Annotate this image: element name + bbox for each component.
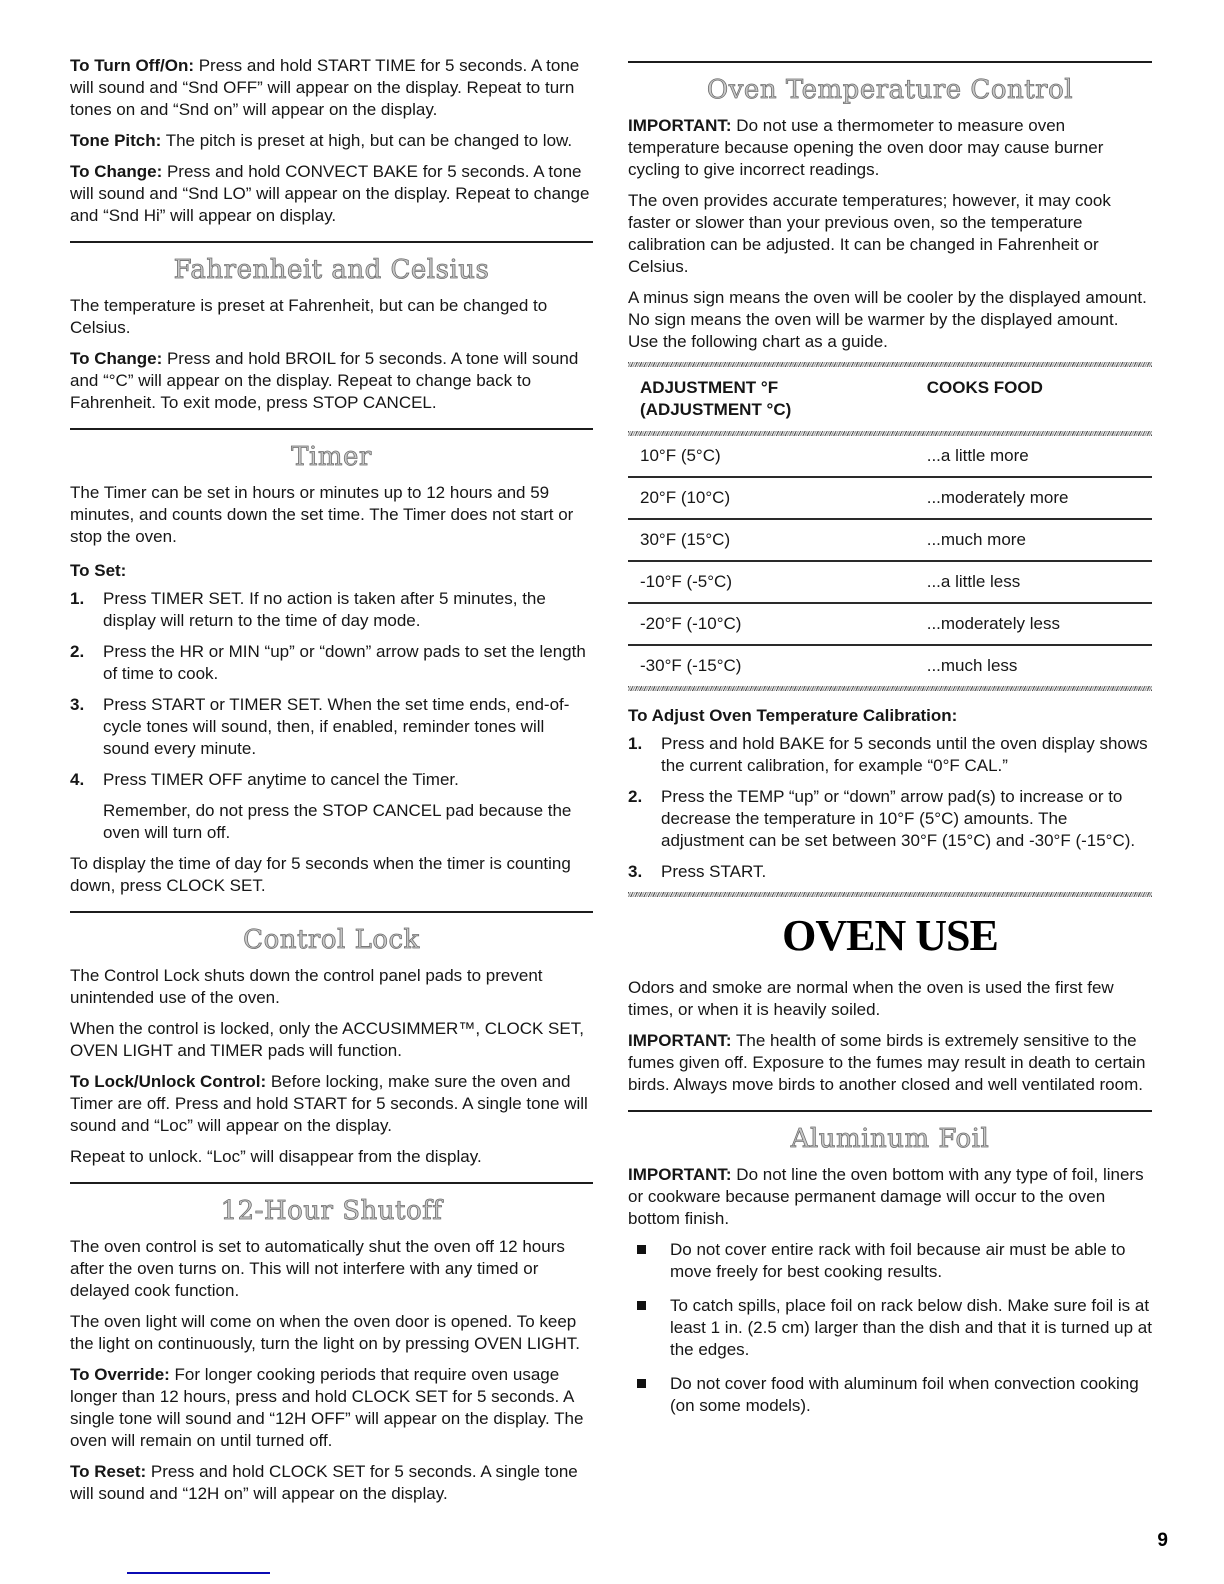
paragraph-text: Press and hold START TIME for 5 seconds. A tone will sound and “Snd OFF” will appear on the display. Repeat to turn tones on and “Snd on” will appear on the display. <box>70 56 580 119</box>
paragraph-shutoff-reset <box>70 1461 593 1505</box>
step-text: Press TIMER OFF anytime to cancel the Timer. <box>103 770 459 789</box>
paragraph-oven-use-important <box>628 1030 1152 1096</box>
paragraph-control-lock-3 <box>70 1071 593 1137</box>
paragraph-lead: To Turn Off/On: <box>70 56 194 75</box>
timer-step-1 <box>70 588 593 632</box>
table-row <box>628 478 1152 518</box>
section-heading-12-hour-shutoff: 12-Hour Shutoff <box>220 1196 443 1226</box>
paragraph-oven-use-odors: Odors and smoke are normal when the oven is used the first few times, or when it is heavily soiled. <box>628 978 1114 1019</box>
cell-cooks-food: ...much more <box>926 530 1026 549</box>
paragraph-shutoff-1: The oven control is set to automatically shut the oven off 12 hours after the oven turns on. This will not interfere with any timed or delayed cook function. <box>70 1237 565 1300</box>
label-adjust-calibration: To Adjust Oven Temperature Calibration: <box>628 706 958 725</box>
footer-blue-line <box>127 1572 270 1574</box>
paragraph-control-lock-2: When the control is locked, only the ACCUSIMMER™, CLOCK SET, OVEN LIGHT and TIMER pads will function. <box>70 1019 584 1060</box>
table-header-line: ADJUSTMENT °F <box>640 378 779 397</box>
paragraph-lead: To Change: <box>70 349 163 368</box>
paragraph-tone-turn-off-on <box>70 55 593 121</box>
paragraph-otc-accurate: The oven provides accurate temperatures; however, it may cook faster or slower than your previous oven, so the temperature calibration can be adjusted. It can be changed in Fahrenheit or Celsius. <box>628 191 1111 276</box>
cell-adjustment: 10°F (5°C) <box>640 446 721 465</box>
paragraph-timer-intro: The Timer can be set in hours or minutes up to 12 hours and 59 minutes, and counts down the set time. The Timer does not start or stop the oven. <box>70 483 574 546</box>
step-number: 1. <box>628 734 643 753</box>
paragraph-text: Do not line the oven bottom with any type of foil, liners or cookware because permanent damage will occur to the oven bottom finish. <box>628 1165 1144 1228</box>
calibration-step-2 <box>628 786 1152 852</box>
paragraph-lead: IMPORTANT: <box>628 1031 732 1050</box>
right-column <box>628 55 1152 1429</box>
section-divider <box>628 1110 1152 1112</box>
square-bullet-icon <box>637 1301 646 1310</box>
paragraph-lead: Tone Pitch: <box>70 131 162 150</box>
cell-cooks-food: ...a little less <box>926 572 1021 591</box>
timer-step-4 <box>70 769 593 791</box>
label-to-set: To Set: <box>70 561 127 580</box>
paragraph-otc-minus-sign: A minus sign means the oven will be cooler by the displayed amount. No sign means the oven will be warmer by the displayed amount. Use the following chart as a guide. <box>628 288 1147 351</box>
bullet-text: Do not cover entire rack with foil because air must be able to move freely for best cooking results. <box>670 1240 1126 1281</box>
cell-adjustment: -10°F (-5°C) <box>640 572 732 591</box>
square-bullet-icon <box>637 1379 646 1388</box>
paragraph-lead: To Reset: <box>70 1462 147 1481</box>
table-row <box>628 436 1152 476</box>
section-divider <box>628 61 1152 63</box>
timer-step-4-note: Remember, do not press the STOP CANCEL pad because the oven will turn off. <box>103 801 572 842</box>
left-column <box>70 55 593 1514</box>
cell-adjustment: 30°F (15°C) <box>640 530 731 549</box>
paragraph-timer-outro: To display the time of day for 5 seconds when the timer is counting down, press CLOCK SET. <box>70 854 571 895</box>
foil-bullet-1 <box>628 1239 1152 1283</box>
paragraph-text: Press and hold BROIL for 5 seconds. A tone will sound and “°C” will appear on the display. Repeat to change back to Fahrenheit. To exit mode, press STOP CANCEL. <box>70 349 579 412</box>
section-divider <box>70 1182 593 1184</box>
paragraph-shutoff-2: The oven light will come on when the oven door is opened. To keep the light on continuously, turn the light on by pressing OVEN LIGHT. <box>70 1312 580 1353</box>
step-text: Press START. <box>661 862 767 881</box>
foil-bullet-2 <box>628 1295 1152 1361</box>
calibration-step-3 <box>628 861 1152 883</box>
timer-step-2 <box>70 641 593 685</box>
paragraph-lead: IMPORTANT: <box>628 1165 732 1184</box>
table-header-row <box>628 367 1152 431</box>
table-row <box>628 520 1152 560</box>
paragraph-otc-important <box>628 115 1152 181</box>
paragraph-fahrenheit-preset: The temperature is preset at Fahrenheit, but can be changed to Celsius. <box>70 296 548 337</box>
paragraph-text: Do not use a thermometer to measure oven temperature because opening the oven door may cause burner cycling to give incorrect readings. <box>628 116 1104 179</box>
paragraph-text: Press and hold CLOCK SET for 5 seconds. A single tone will sound and “12H on” will appear on the display. <box>70 1462 578 1503</box>
section-heading-control-lock: Control Lock <box>243 925 420 955</box>
table-row <box>628 646 1152 686</box>
cell-adjustment: -20°F (-10°C) <box>640 614 742 633</box>
section-heading-timer: Timer <box>291 442 372 472</box>
square-bullet-icon <box>637 1245 646 1254</box>
step-text: Press and hold BAKE for 5 seconds until the oven display shows the current calibration, for example “0°F CAL.” <box>661 734 1148 775</box>
paragraph-lead: IMPORTANT: <box>628 116 732 135</box>
paragraph-control-lock-1: The Control Lock shuts down the control panel pads to prevent unintended use of the oven. <box>70 966 543 1007</box>
bullet-text: Do not cover food with aluminum foil when convection cooking (on some models). <box>670 1374 1139 1415</box>
section-heading-fahrenheit-celsius: Fahrenheit and Celsius <box>173 255 490 285</box>
step-number: 1. <box>70 589 85 608</box>
step-text: Press START or TIMER SET. When the set time ends, end-of-cycle tones will sound, then, if enabled, reminder tones will sound every minute. <box>103 695 570 758</box>
paragraph-foil-important <box>628 1164 1152 1230</box>
step-text: Press TIMER SET. If no action is taken after 5 minutes, the display will return to the time of day mode. <box>103 589 546 630</box>
section-divider <box>70 241 593 243</box>
cell-adjustment: -30°F (-15°C) <box>640 656 742 675</box>
section-divider <box>70 911 593 913</box>
step-text: Press the TEMP “up” or “down” arrow pad(s) to increase or to decrease the temperature in 10°F (5°C) amounts. The adjustment can be set between 30°F (15°C) and -30°F (-15°C). <box>661 787 1136 850</box>
paragraph-lead: To Change: <box>70 162 163 181</box>
step-number: 2. <box>70 642 85 661</box>
paragraph-lead: To Lock/Unlock Control: <box>70 1072 267 1091</box>
table-header-cooks-food: COOKS FOOD <box>926 378 1043 397</box>
paragraph-tone-change <box>70 161 593 227</box>
section-heading-aluminum-foil: Aluminum Foil <box>790 1124 990 1154</box>
cell-cooks-food: ...moderately more <box>926 488 1069 507</box>
section-divider-hatched <box>628 892 1152 897</box>
section-divider <box>70 428 593 430</box>
step-number: 3. <box>70 695 85 714</box>
paragraph-text: For longer cooking periods that require oven usage longer than 12 hours, press and hold CLOCK SET for 5 seconds. A single tone will sound and “12H OFF” will appear on the display. The oven will remain on until turned off. <box>70 1365 584 1450</box>
page-number: 9 <box>1157 1530 1168 1551</box>
cell-cooks-food: ...much less <box>926 656 1018 675</box>
calibration-step-1 <box>628 733 1152 777</box>
table-border-bottom <box>628 686 1152 691</box>
step-text: Press the HR or MIN “up” or “down” arrow pads to set the length of time to cook. <box>103 642 586 683</box>
cell-cooks-food: ...a little more <box>926 446 1029 465</box>
table-row <box>628 604 1152 644</box>
paragraph-text: The pitch is preset at high, but can be changed to low. <box>161 131 573 150</box>
step-number: 2. <box>628 787 643 806</box>
section-heading-oven-temperature-control: Oven Temperature Control <box>706 75 1074 105</box>
step-number: 3. <box>628 862 643 881</box>
table-header-line: (ADJUSTMENT °C) <box>640 400 792 419</box>
table-row <box>628 562 1152 602</box>
paragraph-text: The health of some birds is extremely sensitive to the fumes given off. Exposure to the fumes may result in death to certain birds. Always move birds to another closed and well ventilated room. <box>628 1031 1146 1094</box>
paragraph-tone-pitch <box>70 130 593 152</box>
calibration-table <box>628 362 1152 691</box>
paragraph-lead: To Override: <box>70 1365 170 1384</box>
paragraph-shutoff-override <box>70 1364 593 1452</box>
bullet-text: To catch spills, place foil on rack below dish. Make sure foil is at least 1 in. (2.5 cm) larger than the dish and that it is turned up at the edges. <box>670 1296 1152 1359</box>
paragraph-text: Press and hold CONVECT BAKE for 5 seconds. A tone will sound and “Snd LO” will appear on the display. Repeat to change and “Snd Hi” will appear on display. <box>70 162 590 225</box>
cell-cooks-food: ...moderately less <box>926 614 1060 633</box>
table-header-adjustment <box>640 377 927 421</box>
paragraph-text: Before locking, make sure the oven and Timer are off. Press and hold START for 5 seconds. A single tone will sound and “Loc” will appear on the display. <box>70 1072 588 1135</box>
timer-step-3 <box>70 694 593 760</box>
paragraph-fahrenheit-change <box>70 348 593 414</box>
step-number: 4. <box>70 770 85 789</box>
foil-bullet-3 <box>628 1373 1152 1417</box>
cell-adjustment: 20°F (10°C) <box>640 488 731 507</box>
paragraph-control-lock-4: Repeat to unlock. “Loc” will disappear from the display. <box>70 1147 482 1166</box>
page-title-oven-use: OVEN USE <box>782 911 998 960</box>
